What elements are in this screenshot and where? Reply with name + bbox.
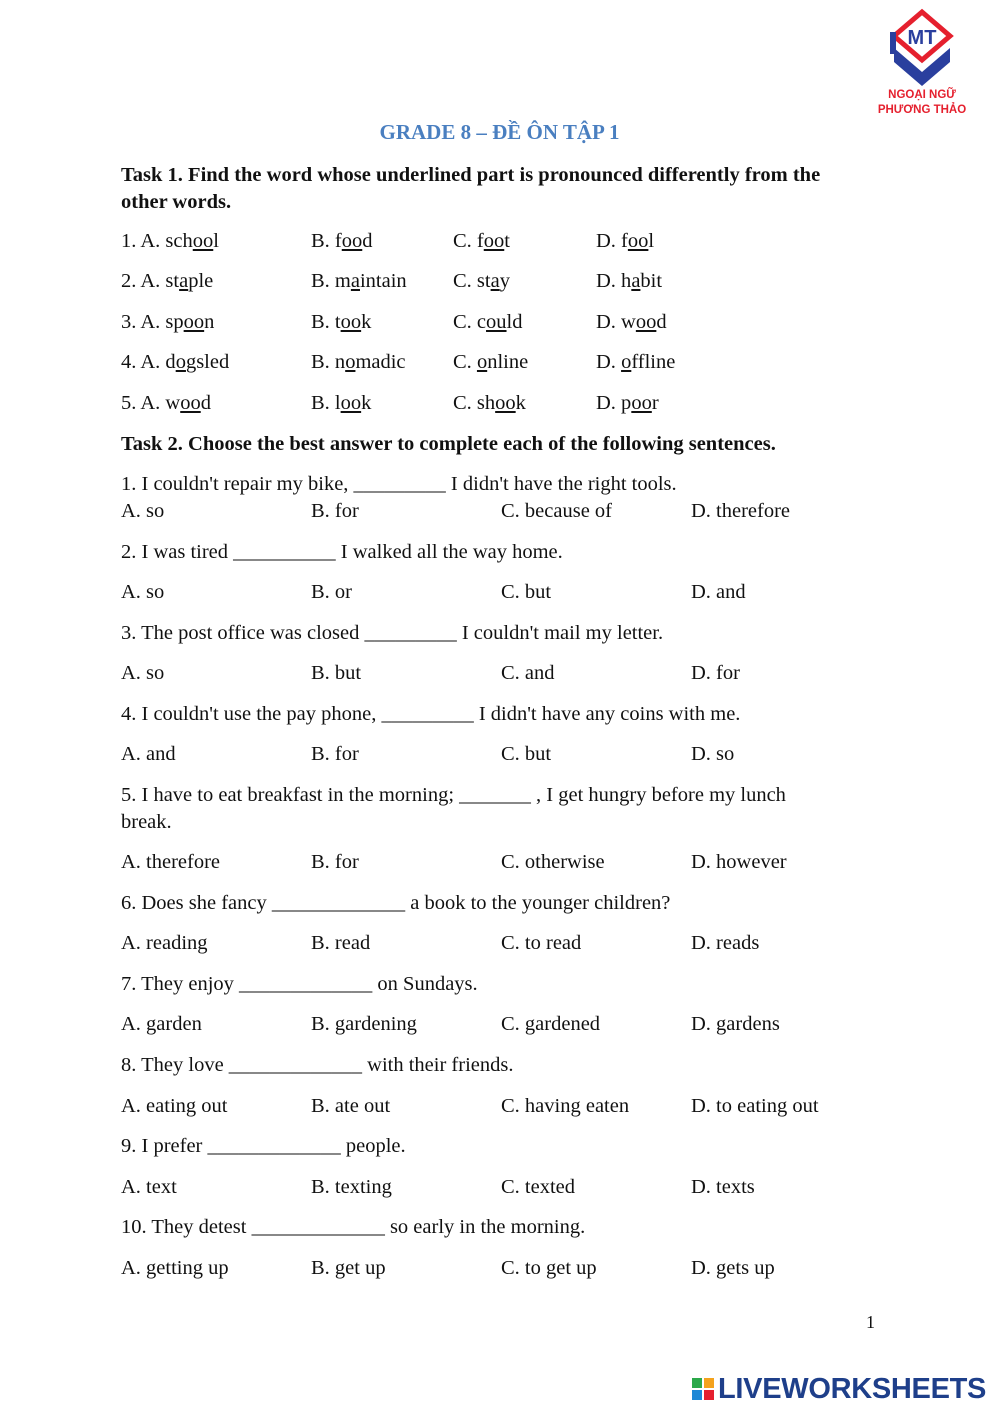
answer-option[interactable]: D. to eating out	[691, 1095, 819, 1117]
answer-option[interactable]: A. so	[121, 662, 165, 684]
underlined-part: oo	[495, 392, 516, 414]
underlined-part: oo	[180, 392, 201, 414]
task1-option[interactable]: D. wood	[596, 311, 667, 333]
task1-option[interactable]: 5. A. wood	[121, 392, 211, 414]
answer-option[interactable]: B. or	[311, 581, 352, 603]
answer-options	[121, 930, 881, 957]
answer-option[interactable]: B. but	[311, 662, 362, 684]
answer-option[interactable]: D. reads	[691, 932, 760, 954]
answer-option[interactable]: A. eating out	[121, 1095, 228, 1117]
underlined-part: a	[179, 270, 189, 292]
liveworksheets-brand[interactable]	[692, 1372, 992, 1406]
answer-option[interactable]: C. gardened	[501, 1013, 601, 1035]
answer-options	[121, 579, 881, 606]
answer-option[interactable]: A. getting up	[121, 1257, 229, 1279]
task1-option[interactable]: C. shook	[453, 392, 526, 414]
task1-item	[121, 268, 881, 295]
answer-option[interactable]: C. but	[501, 581, 552, 603]
answer-option[interactable]: A. therefore	[121, 851, 221, 873]
answer-option[interactable]: C. to get up	[501, 1257, 597, 1279]
answer-option[interactable]: D. and	[691, 581, 746, 603]
question-line: 4. I couldn't use the pay phone, _________ I didn't have any coins with me.	[121, 703, 741, 725]
underlined-part: o	[476, 351, 488, 373]
underlined-part: oo	[183, 311, 205, 333]
question-text	[121, 1214, 851, 1241]
answer-options	[121, 1011, 881, 1038]
answer-option[interactable]: B. gardening	[311, 1013, 417, 1035]
task1-heading-line1: Task 1. Find the word whose underlined part is pronounced differently from the	[121, 164, 821, 186]
answer-option[interactable]: D. so	[691, 743, 735, 765]
answer-option[interactable]: D. gets up	[691, 1257, 775, 1279]
answer-options	[121, 660, 881, 687]
task1-option[interactable]: 1. A. school	[121, 230, 219, 252]
liveworksheets-text: LIVEWORKSHEETS	[718, 1373, 987, 1405]
question-text	[121, 971, 851, 998]
answer-option[interactable]: A. so	[121, 500, 165, 522]
underlined-part: oo	[635, 311, 657, 333]
question-line: 8. They love _____________ with their friends.	[121, 1054, 514, 1076]
answer-option[interactable]: C. having eaten	[501, 1095, 630, 1117]
page-number: 1	[866, 1312, 875, 1332]
brand-line1: NGOẠI NGỮ	[888, 89, 956, 101]
question-text	[121, 620, 851, 647]
task1-option[interactable]: 3. A. spoon	[121, 311, 215, 333]
task1-item	[121, 349, 881, 376]
task1-option[interactable]: D. fool	[596, 230, 655, 252]
underlined-part: oo	[627, 230, 649, 252]
task1-option[interactable]: C. online	[453, 351, 529, 373]
question-text	[121, 539, 851, 566]
underlined-part: o	[345, 351, 356, 373]
question-text	[121, 782, 851, 836]
svg-text:MT: MT	[907, 27, 937, 49]
question-line: 6. Does she fancy _____________ a book to the younger children?	[121, 892, 671, 914]
question-line: 7. They enjoy _____________ on Sundays.	[121, 973, 478, 995]
answer-option[interactable]: D. for	[691, 662, 740, 684]
question-line: break.	[121, 811, 172, 833]
question-line: 5. I have to eat breakfast in the morning; _______ , I get hungry before my lunch	[121, 784, 786, 806]
answer-option[interactable]: C. because of	[501, 500, 612, 522]
task2-heading: Task 2. Choose the best answer to complete each of the following sentences.	[121, 433, 776, 455]
answer-option[interactable]: C. otherwise	[501, 851, 605, 873]
question-line: 10. They detest _____________ so early in the morning.	[121, 1216, 586, 1238]
answer-option[interactable]: A. garden	[121, 1013, 202, 1035]
answer-options	[121, 1174, 881, 1201]
answer-option[interactable]: B. ate out	[311, 1095, 391, 1117]
answer-option[interactable]: D. texts	[691, 1176, 755, 1198]
answer-option[interactable]: C. to read	[501, 932, 582, 954]
liveworksheets-icon	[692, 1378, 714, 1400]
brand-logo	[872, 8, 972, 120]
question-line: 3. The post office was closed _________ I couldn't mail my letter.	[121, 622, 664, 644]
underlined-part: a	[490, 270, 500, 292]
task1-option[interactable]: 2. A. staple	[121, 270, 214, 292]
question-text	[121, 701, 851, 728]
task1-item	[121, 228, 881, 255]
underlined-part: ou	[486, 311, 507, 333]
answer-option[interactable]: A. reading	[121, 932, 208, 954]
underlined-part: oo	[340, 311, 362, 333]
question-line: 9. I prefer _____________ people.	[121, 1135, 406, 1157]
question-text	[121, 890, 851, 917]
question-line: 1. I couldn't repair my bike, _________ I didn't have the right tools.	[121, 473, 677, 495]
task1-option[interactable]: D. poor	[596, 392, 659, 414]
task1-option[interactable]: D. offline	[596, 351, 676, 373]
answer-option[interactable]: B. for	[311, 743, 359, 765]
page-title: GRADE 8 – ĐỀ ÔN TẬP 1	[379, 120, 620, 144]
underlined-part: a	[350, 270, 360, 292]
answer-option[interactable]: D. however	[691, 851, 787, 873]
brand-line2: PHƯƠNG THẢO	[877, 104, 967, 116]
answer-options	[121, 1093, 881, 1120]
task1-option[interactable]: C. stay	[453, 270, 510, 292]
task1-option[interactable]: C. foot	[453, 230, 510, 252]
question-text	[121, 1133, 851, 1160]
underlined-part: oo	[631, 392, 652, 414]
underlined-part: oo	[192, 230, 214, 252]
answer-option[interactable]: B. texting	[311, 1176, 392, 1198]
answer-option[interactable]: B. for	[311, 500, 359, 522]
task1-option[interactable]: D. habit	[596, 270, 663, 292]
task1-option[interactable]: B. maintain	[311, 270, 407, 292]
answer-options	[121, 741, 881, 768]
task1-heading-line2: other words.	[121, 191, 232, 213]
answer-option[interactable]: C. but	[501, 743, 552, 765]
task1-option[interactable]: B. look	[311, 392, 372, 414]
answer-option[interactable]: B. read	[311, 932, 371, 954]
underlined-part: oo	[483, 230, 505, 252]
answer-option[interactable]: A. so	[121, 581, 165, 603]
underlined-part: o	[621, 351, 632, 373]
task1-item	[121, 309, 881, 336]
answer-option[interactable]: B. get up	[311, 1257, 386, 1279]
underlined-part: oo	[341, 230, 363, 252]
answer-options	[121, 849, 881, 876]
answer-option[interactable]: D. therefore	[691, 500, 791, 522]
answer-options	[121, 1255, 881, 1282]
answer-option[interactable]: C. and	[501, 662, 555, 684]
question-text	[121, 471, 851, 498]
task1-heading	[121, 162, 891, 216]
brand-logo-mark	[872, 8, 972, 90]
answer-option[interactable]: A. text	[121, 1176, 177, 1198]
answer-option[interactable]: B. for	[311, 851, 359, 873]
task1-option[interactable]: 4. A. dogsled	[121, 351, 230, 373]
underlined-part: oo	[340, 392, 362, 414]
task1-option[interactable]: C. could	[453, 311, 523, 333]
answer-options	[121, 498, 881, 525]
answer-option[interactable]: C. texted	[501, 1176, 576, 1198]
task1-option[interactable]: B. food	[311, 230, 373, 252]
underlined-part: a	[631, 270, 641, 292]
answer-option[interactable]: A. and	[121, 743, 176, 765]
task1-option[interactable]: B. nomadic	[311, 351, 406, 373]
question-line: 2. I was tired __________ I walked all the way home.	[121, 541, 563, 563]
task1-item	[121, 390, 881, 417]
task1-option[interactable]: B. took	[311, 311, 372, 333]
question-text	[121, 1052, 851, 1079]
answer-option[interactable]: D. gardens	[691, 1013, 780, 1035]
underlined-part: o	[175, 351, 186, 373]
